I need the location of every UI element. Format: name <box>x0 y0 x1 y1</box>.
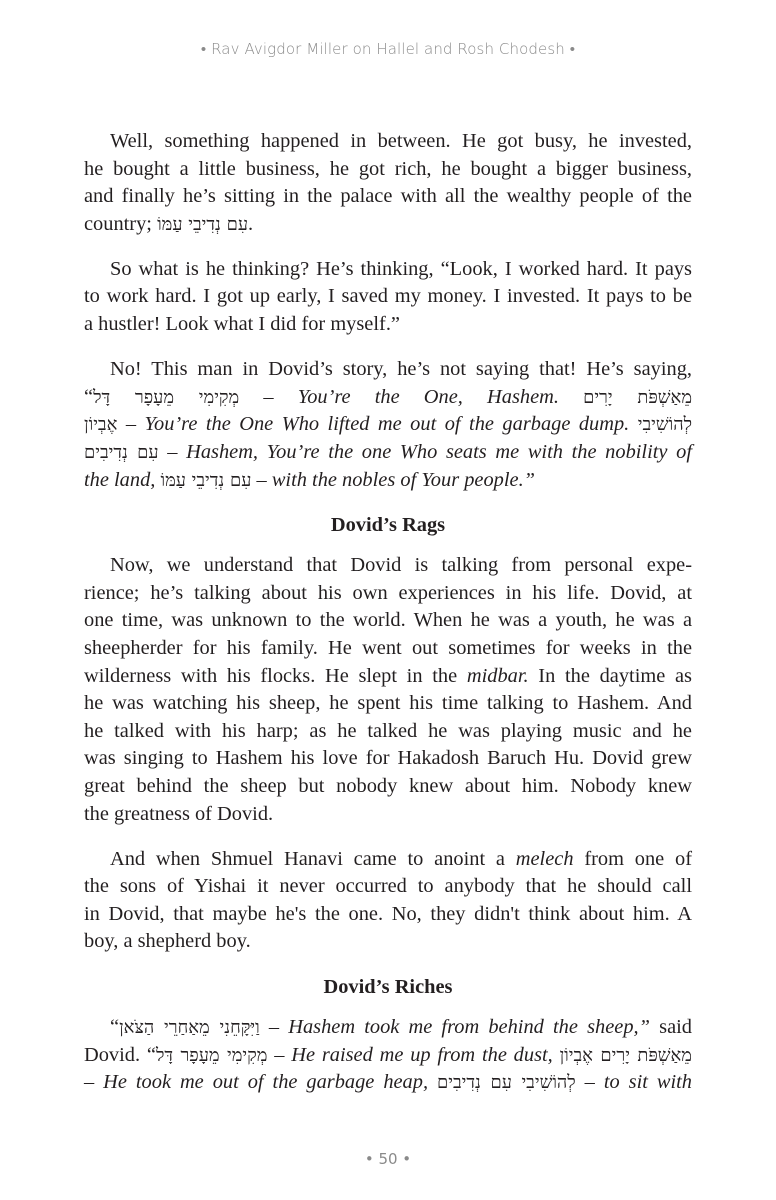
text-run: he bought a little business, he got rich, he bought a bigger business, <box>84 157 692 180</box>
text-line <box>84 156 692 184</box>
text-line <box>84 873 692 901</box>
text-run: in Dovid, that maybe he's the one. No, they didn't think about him. A <box>84 902 692 925</box>
text-run: Now, we understand that Dovid is talking from personal expe- <box>110 554 692 577</box>
running-head: • Rav Avigdor Miller on Hallel and Rosh Chodesh • <box>200 40 576 58</box>
text-run: Dovid. “ <box>84 1043 156 1066</box>
section-heading: Dovid’s Riches <box>323 975 453 998</box>
italic-text: – You’re the One Who lifted me out of the garbage dump. <box>117 413 638 436</box>
page-number: • 50 • <box>364 1150 412 1168</box>
text-line <box>84 607 692 635</box>
text-line <box>84 690 692 718</box>
text-run: In the daytime as <box>528 664 692 687</box>
hebrew-quote: אֶבְיוֹן <box>84 414 118 436</box>
text-line <box>84 467 692 495</box>
text-run: Well, something happened in between. He got busy, he invested, <box>110 130 692 152</box>
paragraph <box>84 256 692 339</box>
text-run: So what is he thinking? He’s thinking, “Look, I worked hard. It pays <box>110 257 692 280</box>
section-heading: Dovid’s Rags <box>330 513 446 536</box>
text-run: “ <box>84 385 94 408</box>
text-run: from one of <box>573 847 692 870</box>
text-run: he talked with his harp; as he talked he was playing music and he <box>84 719 692 742</box>
paragraph <box>84 846 692 956</box>
text-run: said <box>649 1016 692 1039</box>
italic-text: – Hashem took me from behind the sheep,” <box>259 1016 650 1039</box>
italic-text: midbar. <box>466 664 529 687</box>
hebrew-quote: מֵאַשְׁפֹּת יָרִים <box>583 386 693 408</box>
paragraph <box>84 128 692 238</box>
text-line <box>84 283 692 311</box>
text-line <box>84 411 692 439</box>
text-run: a hustler! Look what I did for myself.” <box>84 313 400 336</box>
text-run: boy, a shepherd boy. <box>84 930 251 953</box>
text-line <box>84 384 692 412</box>
text-run: he was watching his sheep, he spent his time talking to Hashem. And <box>84 692 692 715</box>
hebrew-quote: עִם נְדִיבֵי עַמּוֹ <box>157 213 249 235</box>
paragraph <box>84 552 692 828</box>
text-run: to work hard. I got up early, I saved my money. I invested. It pays to be <box>84 285 692 308</box>
text-line <box>84 928 692 956</box>
hebrew-quote: לְהוֹשִׁיבִי עִם נְדִיבִים <box>437 1072 576 1094</box>
text-run: No! This man in Dovid’s story, he’s not saying that! He’s saying, <box>110 358 692 381</box>
hebrew-quote: מְקִימִי מֵעָפָר דָּל <box>93 386 240 408</box>
text-run: “ <box>110 1016 120 1039</box>
text-line <box>84 580 692 608</box>
text-line <box>84 256 692 284</box>
text-line <box>84 552 692 580</box>
text-line <box>84 663 692 691</box>
text-line <box>84 356 692 384</box>
italic-text: melech <box>515 847 574 870</box>
text-run: great behind the sheep but nobody knew about him. Nobody knew <box>84 774 692 797</box>
text-run: And when Shmuel Hanavi came to anoint a <box>110 847 516 870</box>
text-line <box>84 1042 692 1070</box>
text-run: country; <box>84 212 158 235</box>
italic-text: – with the nobles of Your people.” <box>251 468 536 491</box>
italic-text: the land, <box>84 468 161 491</box>
text-line <box>84 801 692 829</box>
text-run: the greatness of Dovid. <box>84 802 274 825</box>
italic-text: – He took me out of the garbage heap, <box>84 1071 438 1094</box>
hebrew-quote: וַיִּקָּחֵנִי מֵאַחַרֵי הַצֹּאן <box>119 1017 260 1039</box>
text-line <box>84 745 692 773</box>
text-line <box>84 846 692 874</box>
text-run: was singing to Hashem his love for Hakadosh Baruch Hu. Dovid grew <box>84 747 692 770</box>
text-line <box>84 183 692 211</box>
text-run: rience; he’s talking about his own experiences in his life. Dovid, at <box>84 581 692 604</box>
italic-text: – He raised me up from the dust, <box>267 1043 560 1066</box>
text-run: the sons of Yishai it never occurred to anybody that he should call <box>84 875 692 898</box>
text-line <box>84 211 692 239</box>
text-line <box>84 718 692 746</box>
text-run: . <box>248 212 254 235</box>
hebrew-quote: לְהוֹשִׁיבִי <box>637 414 692 436</box>
hebrew-quote: מְקִימִי מֵעָפָר דָּל <box>155 1044 268 1066</box>
hebrew-quote: מֵאַשְׁפֹּת יָרִים אֶבְיוֹן <box>559 1044 692 1066</box>
text-line <box>84 311 692 339</box>
text-line <box>84 1069 692 1097</box>
italic-text: – You’re the One, Hashem. <box>239 385 584 408</box>
paragraph <box>84 356 692 494</box>
text-line <box>84 1014 692 1042</box>
text-run: and finally he’s sitting in the palace with all the wealthy people of the <box>84 185 692 208</box>
text-line <box>84 439 692 467</box>
text-line <box>84 128 692 156</box>
text-run: sheepherder for his family. He went out sometimes for weeks in the <box>84 637 692 659</box>
text-line <box>84 635 692 663</box>
page-body <box>84 128 692 1114</box>
hebrew-quote: עִם נְדִיבֵי עַמּוֹ <box>160 469 252 491</box>
italic-text: – to sit with <box>575 1071 692 1094</box>
text-run: one time, was unknown to the world. When he was a youth, he was a <box>84 609 692 632</box>
paragraph <box>84 1014 692 1097</box>
text-run: wilderness with his flocks. He slept in the <box>84 664 467 687</box>
text-line <box>84 773 692 801</box>
italic-text: – Hashem, You’re the one Who seats me with the nobility of <box>158 440 693 463</box>
hebrew-quote: עִם נְדִיבִים <box>84 441 159 463</box>
text-line <box>84 901 692 929</box>
